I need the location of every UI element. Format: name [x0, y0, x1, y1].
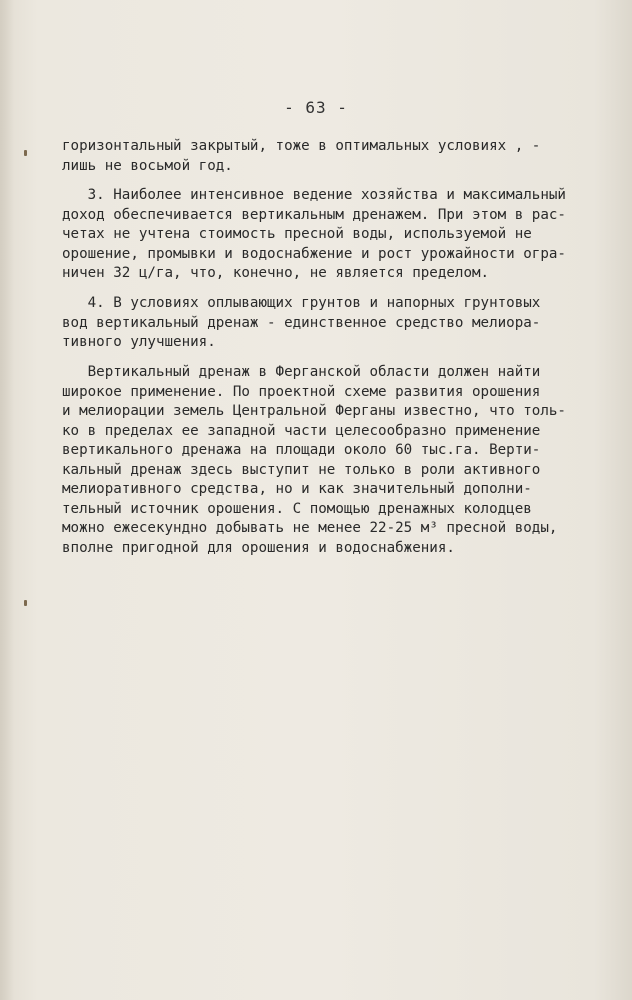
paragraph-2 [62, 186, 566, 284]
text-line: вод вертикальный дренаж - единственное средство мелиора- [62, 314, 541, 331]
paragraph-4 [62, 363, 566, 558]
text-line: 3. Наиболее интенсивное ведение хозяйства и максимальный [62, 187, 566, 203]
text-line: можно ежесекундно добывать не менее 22-25 м³ пресной воды, [62, 520, 558, 536]
text-line: тивного улучшения. [62, 334, 216, 350]
text-line: доход обеспечивается вертикальным дренажем. При этом в рас- [62, 206, 566, 223]
binding-hole [24, 600, 27, 606]
text-line: вертикального дренажа на площади около 60 тыс.га. Верти- [62, 442, 541, 458]
page-edge-shadow [0, 0, 14, 1000]
text-line: и мелиорации земель Центральной Ферганы известно, что толь- [62, 403, 566, 419]
text-line: Вертикальный дренаж в Ферганской области должен найти [62, 364, 541, 380]
text-line: кальный дренаж здесь выступит не только в роли активного [62, 461, 541, 478]
binding-hole [24, 150, 27, 156]
text-line: 4. В условиях оплывающих грунтов и напорных грунтовых [62, 295, 541, 311]
text-line: тельный источник орошения. С помощью дренажных колодцев [62, 500, 532, 517]
page-number: - 63 - [284, 98, 348, 117]
text-line: вполне пригодной для орошения и водоснабжения. [62, 539, 455, 556]
text-line: широкое применение. По проектной схеме развития орошения [62, 383, 541, 400]
text-line: ничен 32 ц/га, что, конечно, не является пределом. [62, 265, 490, 281]
text-line: орошение, промывки и водоснабжение и рост урожайности огра- [62, 245, 566, 262]
paragraph-3 [62, 294, 562, 353]
text-line: лишь не восьмой год. [62, 157, 233, 174]
text-line: четах не учтена стоимость пресной воды, используемой не [62, 226, 532, 242]
paragraph-1 [62, 137, 562, 176]
text-line: ко в пределах ее западной части целесообразно применение [62, 422, 541, 439]
text-line: горизонтальный закрытый, тоже в оптимальных условиях , - [62, 138, 541, 154]
text-line: мелиоративного средства, но и как значительный дополни- [62, 481, 532, 497]
